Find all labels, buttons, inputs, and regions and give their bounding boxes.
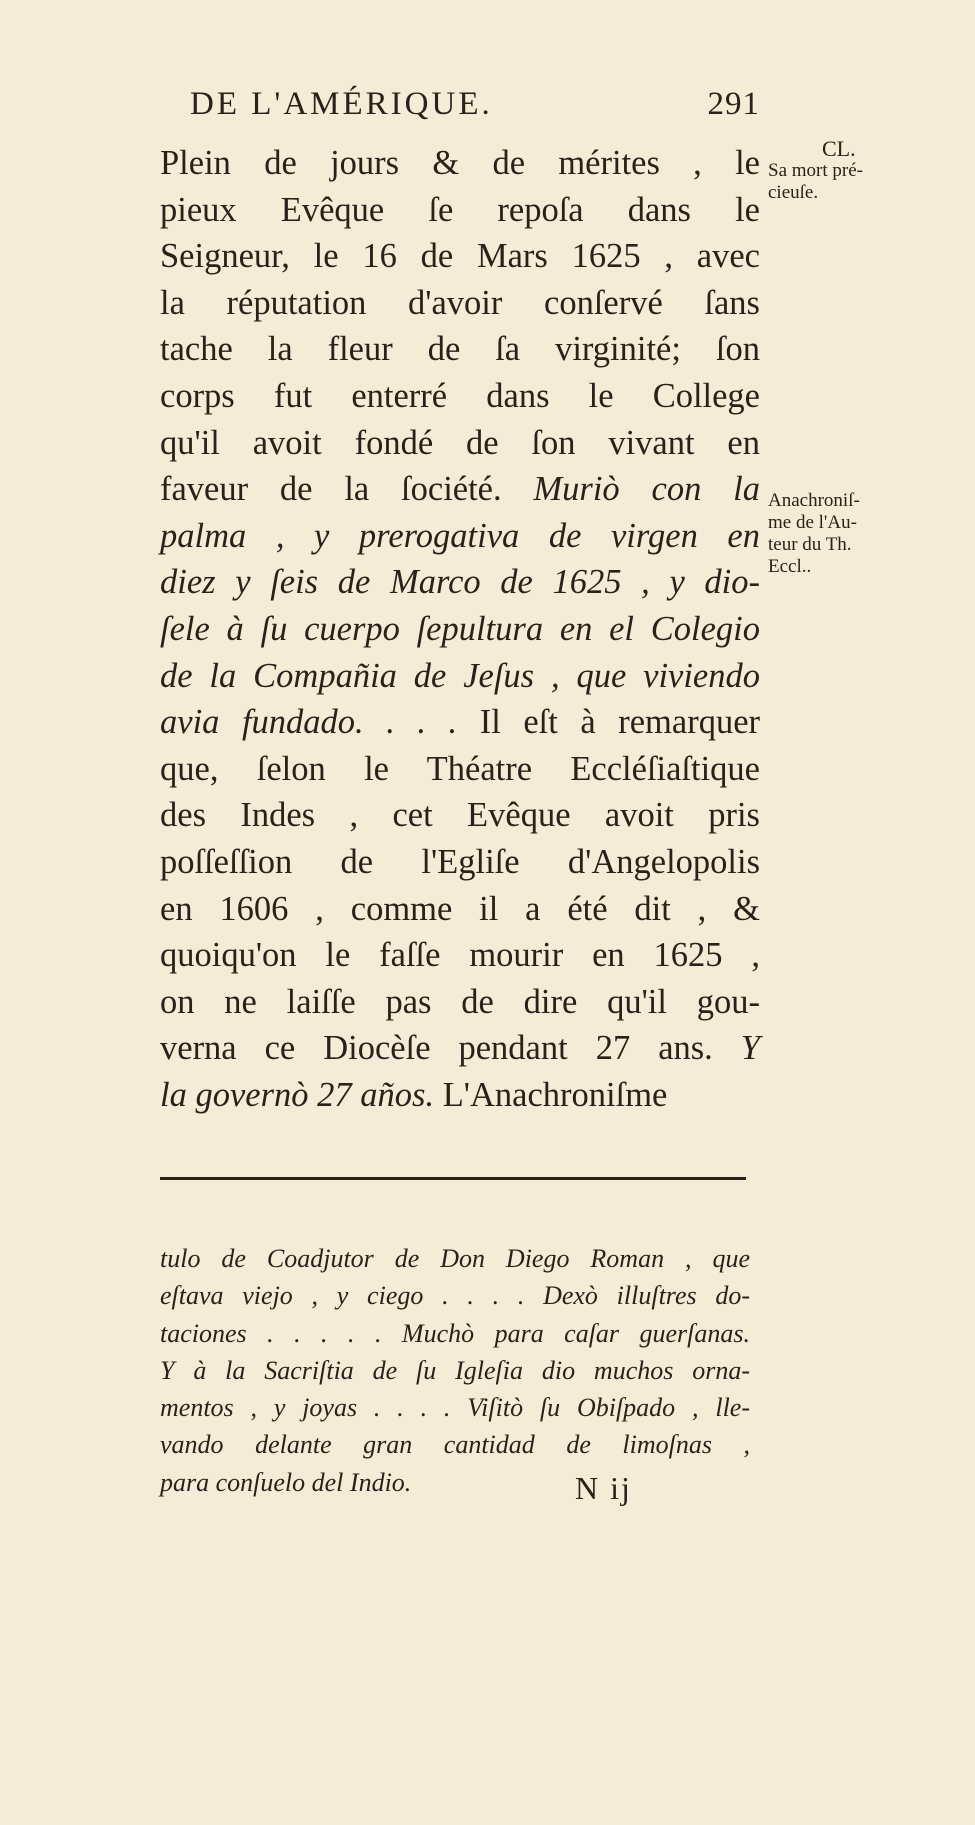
text-line (160, 559, 760, 606)
text-segment: en 1606 , comme il a été dit , & (160, 889, 760, 928)
text-segment: diez y ſeis de Marco de 1625 , y dio- (160, 563, 760, 602)
text-segment: avia fundado. . . . (160, 703, 458, 742)
text-segment: L'Anachroniſme (434, 1075, 668, 1114)
text-line (160, 373, 760, 420)
text-line (160, 932, 760, 979)
text-segment: qu'il avoit fondé de ſon vivant en (160, 423, 760, 462)
margin-note-line: Eccl.. (768, 556, 812, 577)
text-line (160, 839, 760, 886)
footnote-line: Y à la Sacriſtia de ſu Igleſia dio muchos orna- (160, 1355, 750, 1385)
text-line (160, 420, 760, 467)
footnote-line: tulo de Coadjutor de Don Diego Roman , que (160, 1244, 750, 1273)
margin-note-line: Anachroniſ- (768, 490, 860, 511)
text-line (160, 653, 760, 700)
footnote (160, 1240, 750, 1501)
text-line (160, 326, 760, 373)
text-segment: ſele à ſu cuerpo ſepultura en el Colegio (160, 609, 760, 648)
footnote-rule (160, 1177, 746, 1180)
running-title: DE L'AMÉRIQUE. (190, 86, 493, 122)
text-segment: la governò 27 años. (160, 1075, 435, 1114)
margin-note-death (768, 138, 958, 204)
text-segment: corps fut enterré dans le College (160, 376, 760, 415)
text-segment: de la Compañia de Jeſus , que viviendo (160, 656, 760, 695)
signature-mark: N ij (575, 1470, 632, 1506)
text-line (160, 233, 760, 280)
margin-note-anachronism (768, 490, 958, 578)
text-segment: poſſeſſion de l'Egliſe d'Angelopolis (160, 842, 760, 881)
text-line (160, 140, 760, 187)
text-line (160, 1025, 760, 1072)
text-segment: Seigneur, le 16 de Mars 1625 , avec (160, 237, 760, 276)
text-line (160, 979, 760, 1026)
footnote-line: para conſuelo del Indio. (160, 1467, 412, 1497)
text-segment: Y (712, 1029, 760, 1068)
text-line (160, 466, 760, 513)
text-line (160, 187, 760, 234)
footnote-line: mentos , y joyas . . . . Viſitò ſu Obiſpado , lle- (160, 1393, 750, 1423)
text-segment: verna ce Diocèſe pendant 27 ans. (160, 1029, 713, 1068)
margin-note-line: teur du Th. (768, 534, 852, 555)
text-line (160, 606, 760, 653)
footnote-line: eſtava viejo , y ciego . . . . Dexò illuſtres do- (160, 1281, 750, 1311)
text-segment: Muriò con la (501, 470, 760, 509)
text-segment: faveur de la ſociété. (160, 470, 502, 509)
text-line (160, 699, 760, 746)
text-segment: tache la fleur de ſa virginité; ſon (160, 330, 760, 369)
text-segment: la réputation d'avoir conſervé ſans (160, 283, 760, 322)
text-segment: Il eſt à remarquer (457, 703, 760, 742)
footnote-line: taciones . . . . . Muchò para caſar guerſanas. (160, 1318, 750, 1348)
text-segment: on ne laiſſe pas de dire qu'il gou- (160, 982, 760, 1021)
text-line (160, 1072, 760, 1119)
text-segment: quoiqu'on le faſſe mourir en 1625 , (160, 936, 760, 975)
text-segment: Plein de jours & de mérites , le (160, 144, 760, 182)
margin-note-line: me de l'Au- (768, 512, 857, 533)
footnote-line: vando delante gran cantidad de limoſnas , (160, 1430, 750, 1460)
text-line (160, 746, 760, 793)
text-line (160, 792, 760, 839)
text-segment: que, ſelon le Théatre Eccléſiaſtique (160, 749, 760, 788)
margin-note-line: cieuſe. (768, 182, 819, 203)
text-segment: pieux Evêque ſe repoſa dans le (160, 190, 760, 229)
text-line (160, 513, 760, 560)
page-number: 291 (707, 86, 760, 122)
main-text (160, 140, 760, 1118)
text-segment: palma , y prerogativa de virgen en (160, 516, 760, 555)
margin-note-line: CL. (822, 136, 856, 161)
text-segment: des Indes , cet Evêque avoit pris (160, 796, 760, 835)
text-line (160, 280, 760, 327)
margin-note-line: Sa mort pré- (768, 160, 863, 181)
text-line (160, 886, 760, 933)
